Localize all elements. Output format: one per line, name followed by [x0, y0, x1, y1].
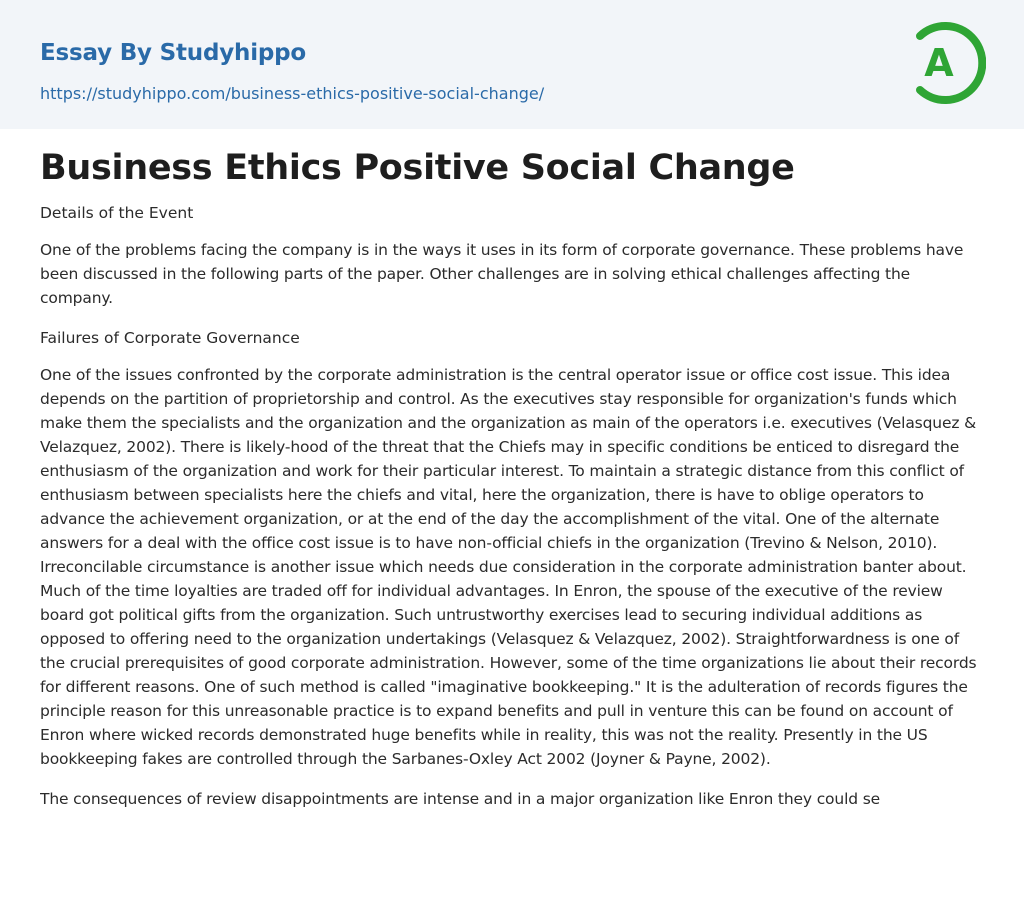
site-brand[interactable]: Essay By Studyhippo [40, 40, 307, 66]
page-title: Business Ethics Positive Social Change [40, 148, 795, 188]
logo-letter: A [924, 41, 954, 85]
paragraph-conflict-of-interest: Irreconcilable circumstance is another issue which needs due consideration in the corporate administration banter about. Much of the time loyalties are traded off for individual advantages. In Enron, the spouse of the executive of the review board got political gifts from the organization. Such untrustworthy exercises lead to securing individual additions as opposed to offering need to the organization undertakings (Velasquez & Velazquez, 2002). Straightforwardness is one of the crucial prerequisites of good corporate administration. However, some of the time organizations lie about their records for different reasons. One of such method is called "imaginative bookkeeping." It is the adulteration of records figures the principle reason for this unreasonable practice is to expand benefits and pull in venture this can be found on account of Enron where wicked records demonstrated huge benefits while in reality, this was not the reality. Presently in the US bookkeeping fakes are controlled through the Sarbanes-Oxley Act 2002 (Joyner & Payne, 2002). [40, 558, 977, 768]
paragraph-consequences: The consequences of review disappointments are intense and in a major organization like Enron they could se [40, 790, 881, 808]
site-header [0, 0, 1024, 129]
subheading-failures: Failures of Corporate Governance [40, 329, 300, 347]
paragraph-intro: One of the problems facing the company is in the ways it uses in its form of corporate governance. These problems have been discussed in the following parts of the paper. Other challenges are in solving ethical challenges affecting the company. [40, 241, 964, 307]
paragraph-agency-issue: One of the issues confronted by the corporate administration is the central operator issue or office cost issue. This idea depends on the partition of proprietorship and control. As the executives stay responsible for organization's funds which make them the specialists and the organization and the organization as main of the operators i.e. executives (Velasquez & Velazquez, 2002). There is likely-hood of the threat that the Chiefs may in specific conditions be enticed to disregard the enthusiasm of the organization and work for their particular interest. To maintain a strategic distance from this conflict of enthusiasm between specialists here the chiefs and vital, here the organization, there is have to oblige operators to advance the achievement organization, or at the end of the day the accomplishment of the vital. One of the alternate answers for a deal with the office cost issue is to have non-official chiefs in the organization (Trevino & Nelson, 2010). [40, 366, 977, 552]
logo-icon[interactable] [912, 20, 986, 106]
subheading-details: Details of the Event [40, 204, 194, 222]
article-body [0, 129, 1024, 811]
article-url-link[interactable]: https://studyhippo.com/business-ethics-positive-social-change/ [40, 84, 545, 103]
